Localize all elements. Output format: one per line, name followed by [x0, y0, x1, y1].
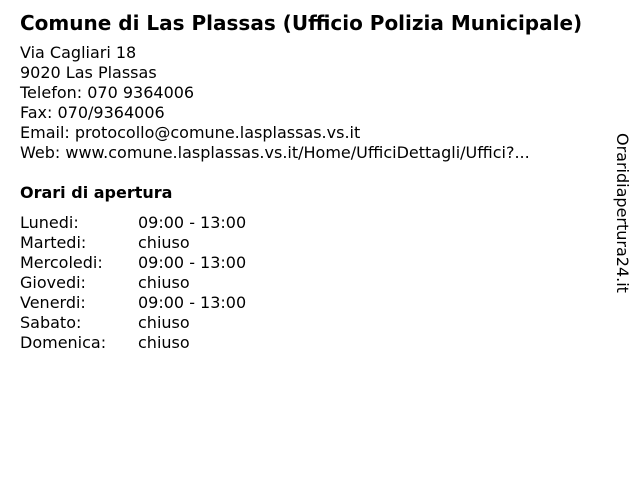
day-hours: chiuso [138, 313, 190, 332]
opening-hours-table [20, 213, 610, 353]
office-card [20, 10, 610, 353]
day-label: Martedi: [20, 233, 87, 252]
email-address: Email: protocollo@comune.lasplassas.vs.it [20, 123, 361, 142]
contact-block [20, 43, 610, 163]
day-label: Lunedi: [20, 213, 79, 232]
hours-row-sunday [20, 333, 610, 353]
hours-row-monday [20, 213, 610, 233]
hours-row-wednesday [20, 253, 610, 273]
site-credit: Oraridiapertura24.it [613, 133, 632, 293]
day-hours: 09:00 - 13:00 [138, 293, 247, 312]
day-hours: chiuso [138, 233, 190, 252]
street-address: Via Cagliari 18 [20, 43, 137, 62]
phone-number: Telefon: 070 9364006 [20, 83, 195, 102]
hours-row-thursday [20, 273, 610, 293]
opening-hours-heading: Orari di apertura [20, 183, 173, 202]
day-hours: 09:00 - 13:00 [138, 253, 247, 272]
hours-row-tuesday [20, 233, 610, 253]
hours-row-friday [20, 293, 610, 313]
day-label: Venerdi: [20, 293, 86, 312]
day-label: Sabato: [20, 313, 82, 332]
day-label: Domenica: [20, 333, 107, 352]
day-hours: 09:00 - 13:00 [138, 213, 247, 232]
day-label: Mercoledi: [20, 253, 103, 272]
office-title: Comune di Las Plassas (Ufficio Polizia Municipale) [20, 11, 583, 35]
hours-row-saturday [20, 313, 610, 333]
day-hours: chiuso [138, 333, 190, 352]
city-address: 9020 Las Plassas [20, 63, 157, 82]
day-label: Giovedi: [20, 273, 86, 292]
day-hours: chiuso [138, 273, 190, 292]
fax-number: Fax: 070/9364006 [20, 103, 165, 122]
website-address: Web: www.comune.lasplassas.vs.it/Home/UfficiDettagli/Uffici?... [20, 143, 530, 162]
